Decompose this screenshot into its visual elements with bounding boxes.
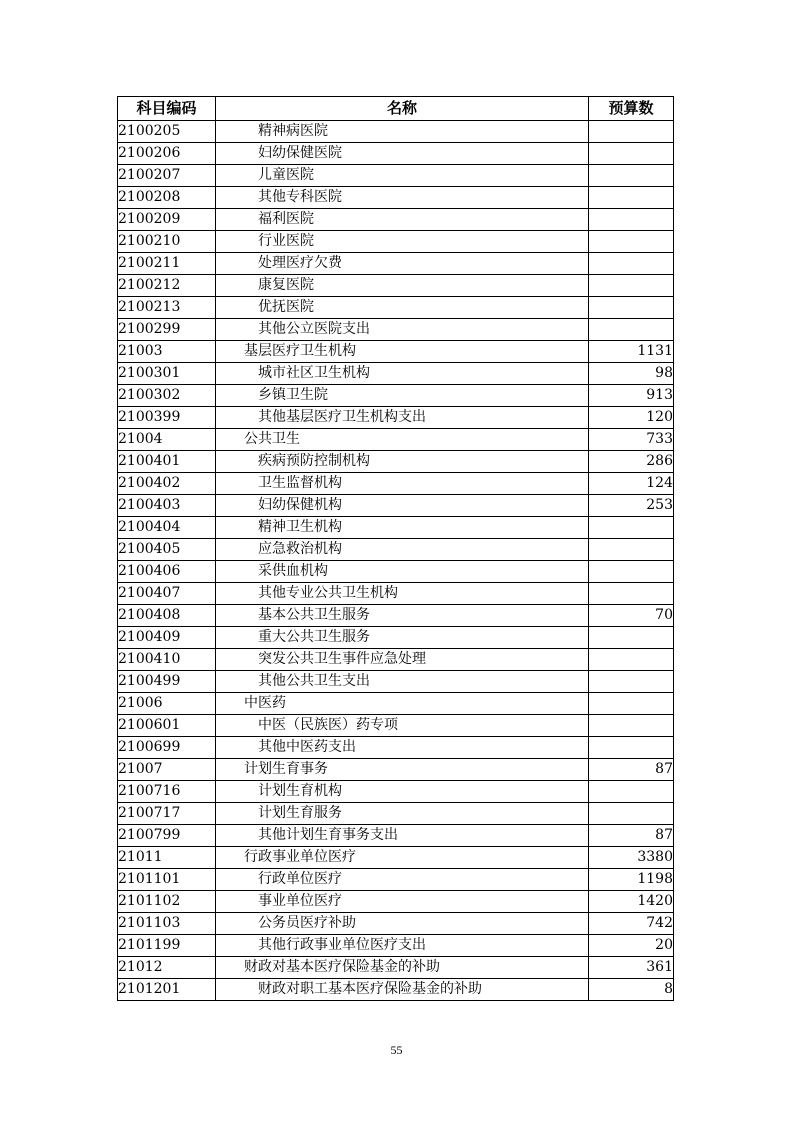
table-row (118, 759, 674, 781)
subject-code-cell: 2100205 (118, 121, 216, 143)
budget-amount-cell (589, 561, 674, 583)
table-row (118, 341, 674, 363)
subject-name-cell: 乡镇卫生院 (216, 385, 589, 407)
subject-code-cell: 2100206 (118, 143, 216, 165)
subject-code-cell: 2100601 (118, 715, 216, 737)
budget-amount-cell (589, 715, 674, 737)
table-row (118, 671, 674, 693)
subject-name-cell: 计划生育服务 (216, 803, 589, 825)
table-row (118, 539, 674, 561)
subject-code-cell: 2100403 (118, 495, 216, 517)
budget-amount-cell (589, 231, 674, 253)
subject-name-cell: 计划生育机构 (216, 781, 589, 803)
subject-name-cell: 其他公立医院支出 (216, 319, 589, 341)
page-number: 55 (390, 1043, 403, 1057)
subject-code-cell: 2100406 (118, 561, 216, 583)
subject-name-cell: 财政对职工基本医疗保险基金的补助 (216, 979, 589, 1001)
table-row (118, 957, 674, 979)
table-row (118, 165, 674, 187)
subject-name-cell: 城市社区卫生机构 (216, 363, 589, 385)
subject-name-cell: 行政事业单位医疗 (216, 847, 589, 869)
subject-code-cell: 2100210 (118, 231, 216, 253)
table-row (118, 737, 674, 759)
subject-name-cell: 处理医疗欠费 (216, 253, 589, 275)
budget-amount-cell: 733 (589, 429, 674, 451)
budget-amount-cell (589, 693, 674, 715)
subject-name-cell: 公共卫生 (216, 429, 589, 451)
budget-amount-cell (589, 803, 674, 825)
budget-amount-cell (589, 187, 674, 209)
subject-name-cell: 公务员医疗补助 (216, 913, 589, 935)
table-row (118, 451, 674, 473)
subject-code-cell: 2100213 (118, 297, 216, 319)
subject-name-cell: 重大公共卫生服务 (216, 627, 589, 649)
table-row (118, 319, 674, 341)
header-name: 名称 (216, 97, 589, 121)
budget-amount-cell: 1198 (589, 869, 674, 891)
subject-code-cell: 2100799 (118, 825, 216, 847)
table-row (118, 275, 674, 297)
subject-code-cell: 2100399 (118, 407, 216, 429)
table-row (118, 803, 674, 825)
subject-name-cell: 其他计划生育事务支出 (216, 825, 589, 847)
budget-amount-cell: 1420 (589, 891, 674, 913)
subject-name-cell: 突发公共卫生事件应急处理 (216, 649, 589, 671)
table-row (118, 583, 674, 605)
table-row (118, 517, 674, 539)
subject-name-cell: 财政对基本医疗保险基金的补助 (216, 957, 589, 979)
budget-amount-cell: 98 (589, 363, 674, 385)
table-body (118, 121, 674, 1001)
subject-name-cell: 优抚医院 (216, 297, 589, 319)
budget-amount-cell: 87 (589, 825, 674, 847)
budget-amount-cell (589, 517, 674, 539)
subject-code-cell: 2101103 (118, 913, 216, 935)
table-row (118, 561, 674, 583)
table-row (118, 715, 674, 737)
budget-amount-cell (589, 209, 674, 231)
subject-name-cell: 妇幼保健机构 (216, 495, 589, 517)
budget-amount-cell (589, 275, 674, 297)
subject-name-cell: 其他公共卫生支出 (216, 671, 589, 693)
subject-name-cell: 中医（民族医）药专项 (216, 715, 589, 737)
subject-name-cell: 基层医疗卫生机构 (216, 341, 589, 363)
table-row (118, 187, 674, 209)
subject-code-cell: 2100410 (118, 649, 216, 671)
table-row (118, 473, 674, 495)
budget-amount-cell (589, 627, 674, 649)
table-row (118, 869, 674, 891)
subject-code-cell: 2100299 (118, 319, 216, 341)
budget-amount-cell (589, 737, 674, 759)
budget-amount-cell (589, 253, 674, 275)
budget-amount-cell: 913 (589, 385, 674, 407)
subject-code-cell: 2100302 (118, 385, 216, 407)
subject-name-cell: 中医药 (216, 693, 589, 715)
subject-name-cell: 其他中医药支出 (216, 737, 589, 759)
subject-name-cell: 应急救治机构 (216, 539, 589, 561)
subject-code-cell: 2100408 (118, 605, 216, 627)
table-row (118, 363, 674, 385)
subject-code-cell: 2100208 (118, 187, 216, 209)
subject-code-cell: 2100211 (118, 253, 216, 275)
budget-amount-cell: 361 (589, 957, 674, 979)
budget-amount-cell: 286 (589, 451, 674, 473)
subject-code-cell: 2100407 (118, 583, 216, 605)
subject-code-cell: 2100301 (118, 363, 216, 385)
table-row (118, 231, 674, 253)
table-row (118, 297, 674, 319)
budget-amount-cell (589, 671, 674, 693)
subject-name-cell: 康复医院 (216, 275, 589, 297)
table-row (118, 913, 674, 935)
subject-name-cell: 疾病预防控制机构 (216, 451, 589, 473)
subject-name-cell: 行政单位医疗 (216, 869, 589, 891)
table-row (118, 429, 674, 451)
table-row (118, 495, 674, 517)
budget-amount-cell (589, 649, 674, 671)
table-row (118, 935, 674, 957)
subject-name-cell: 其他专业公共卫生机构 (216, 583, 589, 605)
budget-amount-cell: 70 (589, 605, 674, 627)
budget-amount-cell: 124 (589, 473, 674, 495)
subject-code-cell: 21012 (118, 957, 216, 979)
subject-code-cell: 2100212 (118, 275, 216, 297)
budget-amount-cell (589, 121, 674, 143)
subject-name-cell: 儿童医院 (216, 165, 589, 187)
subject-code-cell: 2100404 (118, 517, 216, 539)
subject-name-cell: 事业单位医疗 (216, 891, 589, 913)
subject-name-cell: 其他基层医疗卫生机构支出 (216, 407, 589, 429)
budget-amount-cell: 20 (589, 935, 674, 957)
subject-code-cell: 2101199 (118, 935, 216, 957)
table-header-row (118, 97, 674, 121)
subject-code-cell: 2101201 (118, 979, 216, 1001)
budget-amount-cell: 3380 (589, 847, 674, 869)
subject-name-cell: 行业医院 (216, 231, 589, 253)
subject-code-cell: 21006 (118, 693, 216, 715)
table-row (118, 891, 674, 913)
table-row (118, 847, 674, 869)
budget-amount-cell (589, 583, 674, 605)
budget-amount-cell (589, 297, 674, 319)
subject-name-cell: 基本公共卫生服务 (216, 605, 589, 627)
subject-name-cell: 精神病医院 (216, 121, 589, 143)
subject-name-cell: 其他行政事业单位医疗支出 (216, 935, 589, 957)
budget-amount-cell: 742 (589, 913, 674, 935)
subject-code-cell: 2101102 (118, 891, 216, 913)
subject-code-cell: 21007 (118, 759, 216, 781)
table-row (118, 627, 674, 649)
subject-code-cell: 2100716 (118, 781, 216, 803)
table-row (118, 693, 674, 715)
budget-amount-cell (589, 143, 674, 165)
budget-amount-cell: 87 (589, 759, 674, 781)
table-row (118, 979, 674, 1001)
budget-amount-cell (589, 539, 674, 561)
table-row (118, 385, 674, 407)
subject-name-cell: 妇幼保健医院 (216, 143, 589, 165)
subject-code-cell: 21004 (118, 429, 216, 451)
budget-amount-cell (589, 165, 674, 187)
table-row (118, 825, 674, 847)
table-row (118, 781, 674, 803)
subject-code-cell: 2100499 (118, 671, 216, 693)
budget-amount-cell: 120 (589, 407, 674, 429)
budget-amount-cell: 1131 (589, 341, 674, 363)
subject-code-cell: 2100402 (118, 473, 216, 495)
table-row (118, 649, 674, 671)
table-row (118, 253, 674, 275)
budget-amount-cell: 253 (589, 495, 674, 517)
header-amount: 预算数 (589, 97, 674, 121)
subject-name-cell: 采供血机构 (216, 561, 589, 583)
subject-code-cell: 2100409 (118, 627, 216, 649)
subject-name-cell: 精神卫生机构 (216, 517, 589, 539)
budget-amount-cell (589, 781, 674, 803)
header-code: 科目编码 (118, 97, 216, 121)
table-row (118, 407, 674, 429)
subject-code-cell: 2100405 (118, 539, 216, 561)
subject-code-cell: 21011 (118, 847, 216, 869)
subject-code-cell: 21003 (118, 341, 216, 363)
subject-code-cell: 2100207 (118, 165, 216, 187)
budget-amount-cell (589, 319, 674, 341)
budget-table (117, 96, 674, 1001)
table-row (118, 121, 674, 143)
budget-amount-cell: 8 (589, 979, 674, 1001)
subject-name-cell: 卫生监督机构 (216, 473, 589, 495)
subject-code-cell: 2100209 (118, 209, 216, 231)
subject-name-cell: 计划生育事务 (216, 759, 589, 781)
subject-code-cell: 2100717 (118, 803, 216, 825)
subject-code-cell: 2101101 (118, 869, 216, 891)
table-row (118, 605, 674, 627)
subject-code-cell: 2100401 (118, 451, 216, 473)
table-row (118, 209, 674, 231)
subject-code-cell: 2100699 (118, 737, 216, 759)
subject-name-cell: 其他专科医院 (216, 187, 589, 209)
table-row (118, 143, 674, 165)
subject-name-cell: 福利医院 (216, 209, 589, 231)
